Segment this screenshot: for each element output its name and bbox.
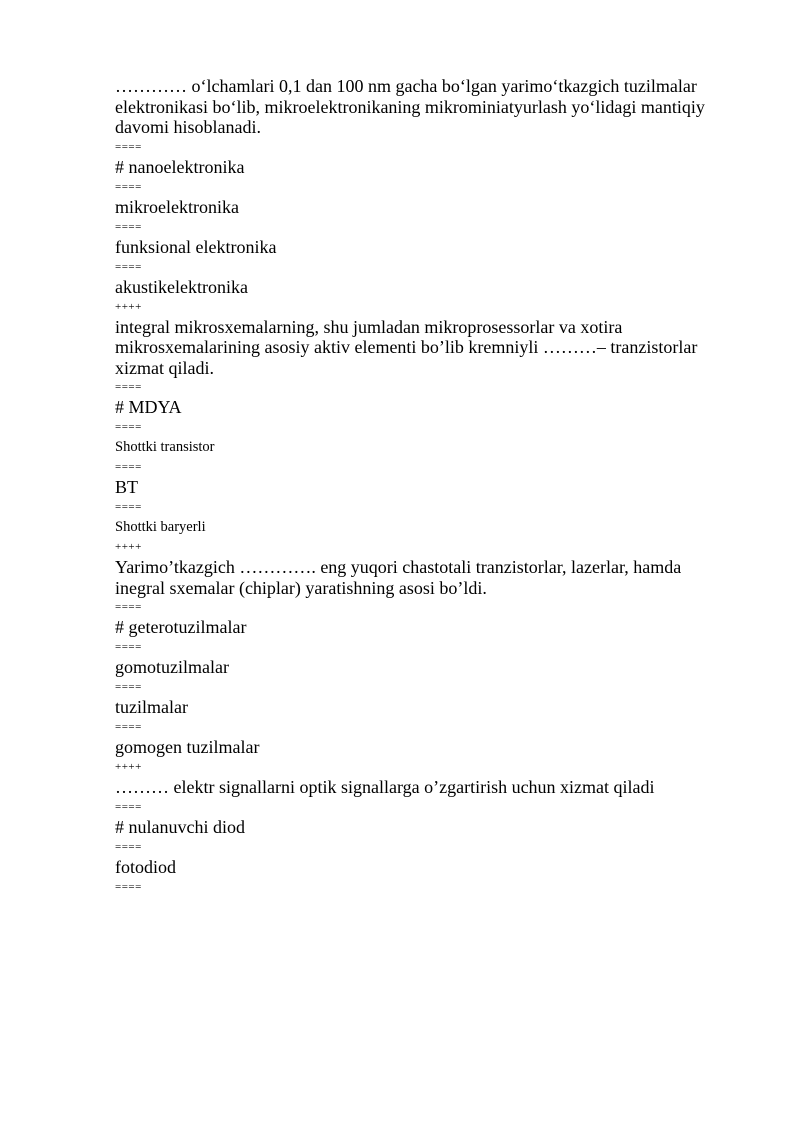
question-2-text: integral mikrosxemalarning, shu jumladan mikroprosessorlar va xotira mikrosxemalarining asosiy aktiv elementi bo’lib kremniyli ………– tranzistorlar xizmat qiladi.	[115, 316, 698, 378]
question-separator: ++++	[115, 300, 142, 313]
question-separator: ++++	[115, 761, 142, 773]
option-separator: ====	[115, 461, 142, 473]
question-3-option-2: gomotuzilmalar	[115, 657, 229, 677]
option-separator: ====	[115, 140, 142, 153]
question-1-option-2: mikroelektronika	[115, 196, 239, 217]
question-3-option-3: tuzilmalar	[115, 697, 188, 717]
option-separator: ====	[115, 260, 142, 273]
option-separator: ====	[115, 180, 142, 193]
option-separator: ====	[115, 721, 142, 733]
option-separator: ====	[115, 421, 142, 433]
question-3-text: Yarimo’tkazgich …………. eng yuqori chastotali tranzistorlar, lazerlar, hamda inegral sxemalar (chiplar) yaratishning asosi bo’ldi.	[115, 557, 682, 598]
question-1-text: ………… o‘lchamlari 0,1 dan 100 nm gacha bo‘lgan yarimo‘tkazgich tuzilmalar elektronikasi bo‘lib, mikroelektronikaning mikrominiatyurlash yo‘lidagi mantiqiy davomi hisoblanadi.	[115, 76, 705, 137]
option-separator: ====	[115, 800, 142, 813]
option-separator: ====	[115, 220, 142, 233]
option-separator: ====	[115, 840, 142, 853]
question-3-option-1: # geterotuzilmalar	[115, 617, 247, 637]
option-separator: ====	[115, 501, 142, 513]
option-separator: ====	[115, 681, 142, 693]
question-2-option-2: Shottki transistor	[115, 439, 215, 455]
question-1-option-4: akustikelektronika	[115, 276, 248, 297]
option-separator: ====	[115, 641, 142, 653]
test-document	[115, 76, 735, 897]
question-4-option-2: fotodiod	[115, 856, 176, 877]
question-2-option-4: Shottki baryerli	[115, 519, 206, 535]
option-separator: ====	[115, 880, 142, 893]
option-separator: ====	[115, 381, 142, 393]
option-separator: ====	[115, 601, 142, 613]
question-2-option-1: # MDYA	[115, 397, 182, 417]
question-separator: ++++	[115, 541, 142, 553]
question-4-text: ……… elektr signallarni optik signallarga o’zgartirish uchun xizmat qiladi	[115, 777, 655, 797]
question-1-option-3: funksional elektronika	[115, 236, 277, 257]
question-3-option-4: gomogen tuzilmalar	[115, 737, 260, 757]
question-2-option-3: BT	[115, 477, 139, 497]
question-4-option-1: # nulanuvchi diod	[115, 816, 245, 837]
question-1-option-1: # nanoelektronika	[115, 156, 245, 177]
